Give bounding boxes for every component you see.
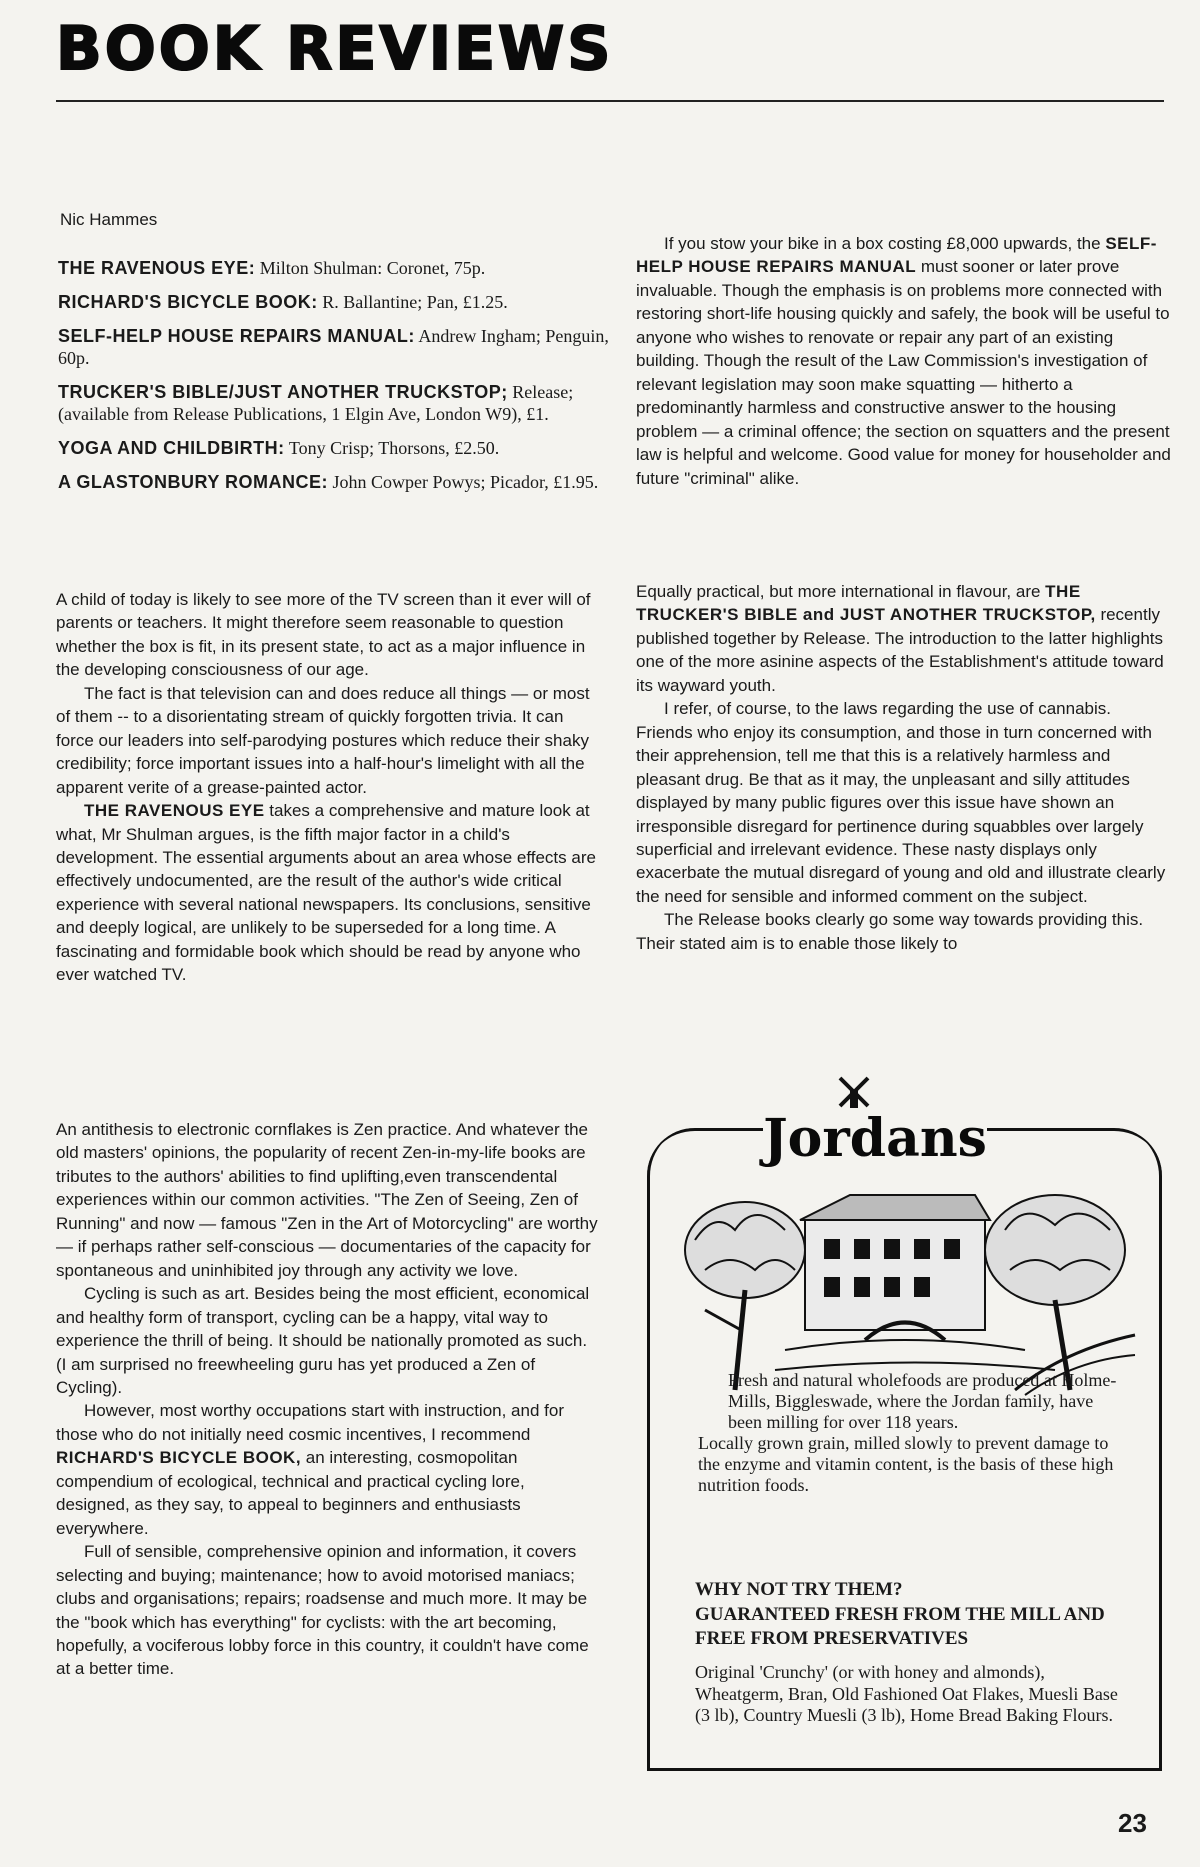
book-details: John Cowper Powys; Picador, £1.95. bbox=[328, 471, 599, 492]
book-list bbox=[58, 258, 618, 506]
ad-logo-block bbox=[763, 1080, 987, 1169]
paragraph-text: recently published together by Release. The introduction to the latter highlights one of the more asinine aspects of the Establishment's attitude toward its wayward youth. bbox=[636, 605, 1164, 695]
book-entry bbox=[58, 438, 618, 460]
book-entry bbox=[58, 258, 618, 280]
book-title: TRUCKER'S BIBLE/JUST ANOTHER TRUCKSTOP; bbox=[58, 381, 508, 402]
page-number: 23 bbox=[1118, 1808, 1147, 1838]
ad-headline-line: GUARANTEED FRESH FROM THE MILL AND FREE FROM PRESERVATIVES bbox=[695, 1603, 1105, 1650]
book-details: Tony Crisp; Thorsons, £2.50. bbox=[284, 437, 500, 458]
book-details: Release; (available from Release Publications, 1 Elgin Ave, London W9), £1. bbox=[58, 381, 574, 424]
windmill-icon bbox=[838, 1076, 870, 1110]
book-title: A GLASTONBURY ROMANCE: bbox=[58, 471, 329, 492]
paragraph: The Release books clearly go some way towards providing this. Their stated aim is to enable those likely to bbox=[636, 910, 1144, 953]
book-details: Milton Shulman: Coronet, 75p. bbox=[255, 258, 486, 278]
paragraph-text: If you stow your bike in a box costing £8,000 upwards, the bbox=[664, 234, 1106, 253]
ad-product-list: Original 'Crunchy' (or with honey and almonds), Wheatgerm, Bran, Old Fashioned Oat Flakes, Muesli Base (3 lb), Country Muesli (3 lb), Home Bread Baking Flours. bbox=[695, 1662, 1118, 1726]
paragraph: Full of sensible, comprehensive opinion and information, it covers selecting and buying; maintenance; how to avoid motorised maniacs; clubs and organisations; repairs; roadsense and much more. It may be the "book which has everything" for cyclists: with the art becoming, hopefully, a vociferous lobby force in this country, it couldn't have come at a better time. bbox=[56, 1542, 589, 1679]
byline: Nic Hammes bbox=[60, 210, 158, 229]
paragraph-text: Equally practical, but more international in flavour, are bbox=[636, 582, 1046, 601]
book-entry bbox=[58, 292, 618, 314]
book-title: RICHARD'S BICYCLE BOOK: bbox=[58, 291, 318, 312]
review-house-repairs bbox=[636, 232, 1172, 490]
paragraph-text: must sooner or later prove invaluable. Though the emphasis is on problems more connected with restoring short-life housing quickly and safely, the book will be useful to anyone who wishes to renovate or repair any part of an existing building. Though the result of the Law Commission's investigation of relevant legislation may soon make squatting — hitherto a predominantly harmless and constructive answer to the housing problem — a criminal offence; the section on squatters and the present law is helpful and welcome. Good value for money for householder and future "criminal" alike. bbox=[636, 257, 1171, 488]
ad-headline-line: WHY NOT TRY THEM? bbox=[695, 1579, 903, 1600]
paragraph: Cycling is such as art. Besides being the most efficient, economical and healthy form of transport, cycling can be a happy, vital way to experience the thrill of being. It should be nationally promoted as such. (I am surprised no freewheeling guru has yet produced a Zen of Cycling). bbox=[56, 1284, 590, 1397]
ad-paragraph: Locally grown grain, milled slowly to prevent damage to the enzyme and vitamin content, is the basis of these high nutrition foods. bbox=[698, 1433, 1114, 1496]
paragraph bbox=[636, 232, 1172, 490]
brand-logo: Jordans bbox=[763, 1108, 987, 1169]
book-entry bbox=[58, 326, 618, 370]
inline-book-title: THE RAVENOUS EYE bbox=[84, 801, 265, 821]
inline-book-title: THE TRUCKER'S BIBLE and JUST ANOTHER TRUCKSTOP, bbox=[636, 582, 1096, 625]
title-rule bbox=[56, 100, 1164, 102]
paragraph-text: However, most worthy occupations start with instruction, and for those who do not initially need cosmic incentives, I recommend bbox=[56, 1401, 564, 1444]
review-truckers-bible bbox=[636, 580, 1172, 955]
paragraph: I refer, of course, to the laws regarding the use of cannabis. Friends who enjoy its consumption, and those in turn concerned with their apprehension, tell me that this is a relatively harmless and pleasant drug. Be that as it may, the unpleasant and silly attitudes displayed by many public figures over this issue have shown an irresponsible disregard for pertinence during squabbles over largely superficial and irrelevant evidence. These nasty displays only exacerbate the mutual disregard of young and old and illustrate clearly the need for sensible and informed comment on the subject. bbox=[636, 699, 1166, 906]
ad-headline bbox=[695, 1578, 1135, 1652]
inline-book-title: SELF-HELP HOUSE REPAIRS MANUAL bbox=[636, 234, 1157, 277]
paragraph bbox=[56, 799, 601, 987]
book-title: YOGA AND CHILDBIRTH: bbox=[58, 437, 285, 458]
paragraph bbox=[56, 1399, 601, 1540]
book-title: THE RAVENOUS EYE: bbox=[58, 258, 256, 278]
paragraph bbox=[636, 580, 1172, 697]
review-ravenous-eye bbox=[56, 588, 601, 987]
paragraph: A child of today is likely to see more of the TV screen than it ever will of parents or teachers. It might therefore seem reasonable to question whether the box is fit, in its present state, to act as a major influence in the developing consciousness of our age. bbox=[56, 590, 591, 680]
book-entry bbox=[58, 472, 618, 494]
ad-copy bbox=[698, 1370, 1118, 1496]
book-entry bbox=[58, 382, 618, 426]
review-bicycle-book bbox=[56, 1118, 601, 1681]
paragraph: The fact is that television can and does reduce all things — or most of them -- to a disorientating stream of quickly forgotten trivia. It can force our leaders into self-parodying postures which reduce their shaky credibility; force important issues into a half-hour's limelight with all the apparent verite of a grease-painted actor. bbox=[56, 683, 590, 797]
ad-paragraph: Fresh and natural wholefoods are produced at Holme-Mills, Biggleswade, where the Jordan family, have been milling for over 118 years. bbox=[728, 1370, 1117, 1433]
paragraph: An antithesis to electronic cornflakes is Zen practice. And whatever the old masters' opinions, the popularity of recent Zen-in-my-life books are tributes to the authors' abilities to find uplifting,even transcendental experiences within our common activities. "The Zen of Seeing, Zen of Running" and now — famous "Zen in the Art of Motorcycling" are worthy — if perhaps rather self-conscious — documentaries of the capacity for spontaneous and uninhibited joy through any activity we love. bbox=[56, 1120, 598, 1280]
paragraph-text: takes a comprehensive and mature look at what, Mr Shulman argues, is the fifth major factor in a child's development. The essential arguments about an area whose effects are effectively undocumented, are the result of the author's wide critical experience with several national newspapers. Its conclusions, sensitive and deeply logical, are unlikely to be superseded for a long time. A fascinating and formidable book which should be read by anyone who ever watched TV. bbox=[56, 801, 596, 985]
book-title: SELF-HELP HOUSE REPAIRS MANUAL: bbox=[58, 325, 415, 346]
book-details: Andrew Ingham; Penguin, 60p. bbox=[58, 325, 609, 368]
book-details: R. Ballantine; Pan, £1.25. bbox=[317, 291, 508, 312]
paragraph-text: an interesting, cosmopolitan compendium of ecological, technical and practical cycling lore, designed, as they say, to appeal to beginners and enthusiasts everywhere. bbox=[56, 1448, 525, 1538]
page-title: BOOK REVIEWS bbox=[56, 14, 614, 84]
inline-book-title: RICHARD'S BICYCLE BOOK, bbox=[56, 1448, 302, 1468]
